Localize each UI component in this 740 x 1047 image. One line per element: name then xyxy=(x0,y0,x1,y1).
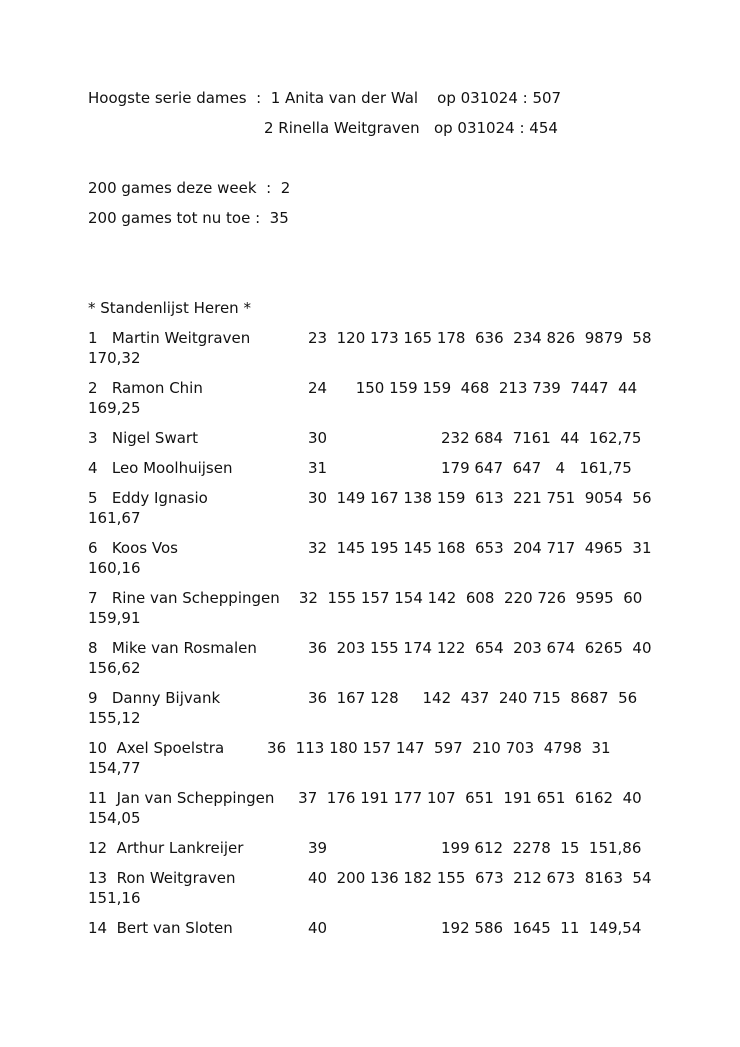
row-scores: 36 167 128 142 437 240 715 8687 56 xyxy=(308,689,638,707)
row-average: 155,12 xyxy=(88,709,141,727)
row-name: 1 Martin Weitgraven xyxy=(88,329,251,347)
row-name: 8 Mike van Rosmalen xyxy=(88,639,257,657)
row-average: 151,16 xyxy=(88,889,141,907)
ladies-high-series-line-2: 2 Rinella Weitgraven op 031024 : 454 xyxy=(264,119,558,137)
row-average: 161,67 xyxy=(88,509,141,527)
row-scores: 36 203 155 174 122 654 203 674 6265 40 xyxy=(308,639,652,657)
row-totals: 232 684 7161 44 162,75 xyxy=(441,429,642,447)
games-200-this-week: 200 games deze week : 2 xyxy=(88,179,291,197)
row-games: 30 xyxy=(308,429,328,447)
games-200-total: 200 games tot nu toe : 35 xyxy=(88,209,289,227)
row-average: 154,77 xyxy=(88,759,141,777)
row-name: 6 Koos Vos xyxy=(88,539,178,557)
row-name: 2 Ramon Chin xyxy=(88,379,203,397)
row-name: 5 Eddy Ignasio xyxy=(88,489,208,507)
row-name: 4 Leo Moolhuijsen xyxy=(88,459,233,477)
row-games: 31 xyxy=(308,459,328,477)
row-scores: 32 145 195 145 168 653 204 717 4965 31 xyxy=(308,539,652,557)
row-average: 160,16 xyxy=(88,559,141,577)
row-name: 14 Bert van Sloten xyxy=(88,919,233,937)
row-scores: 30 149 167 138 159 613 221 751 9054 56 xyxy=(308,489,652,507)
row-totals: 179 647 647 4 161,75 xyxy=(441,459,632,477)
row-line: 11 Jan van Scheppingen 37 176 191 177 107 651 191 651 6162 40 xyxy=(88,789,642,807)
row-scores: 40 200 136 182 155 673 212 673 8163 54 xyxy=(308,869,652,887)
row-name: 9 Danny Bijvank xyxy=(88,689,221,707)
row-totals: 199 612 2278 15 151,86 xyxy=(441,839,642,857)
row-games: 40 xyxy=(308,919,328,937)
standings-title: * Standenlijst Heren * xyxy=(88,299,251,317)
row-line: 7 Rine van Scheppingen 32 155 157 154 142 608 220 726 9595 60 xyxy=(88,589,643,607)
row-name: 3 Nigel Swart xyxy=(88,429,198,447)
row-name: 12 Arthur Lankreijer xyxy=(88,839,244,857)
row-name: 13 Ron Weitgraven xyxy=(88,869,236,887)
row-games: 39 xyxy=(308,839,328,857)
row-average: 154,05 xyxy=(88,809,141,827)
row-average: 156,62 xyxy=(88,659,141,677)
row-average: 159,91 xyxy=(88,609,141,627)
row-line: 10 Axel Spoelstra 36 113 180 157 147 597 210 703 4798 31 xyxy=(88,739,611,757)
row-average: 170,32 xyxy=(88,349,141,367)
row-totals: 192 586 1645 11 149,54 xyxy=(441,919,642,937)
row-average: 169,25 xyxy=(88,399,141,417)
ladies-high-series-line-1: Hoogste serie dames : 1 Anita van der Wal op 031024 : 507 xyxy=(88,89,562,107)
row-scores: 24 150 159 159 468 213 739 7447 44 xyxy=(308,379,638,397)
row-scores: 23 120 173 165 178 636 234 826 9879 58 xyxy=(308,329,652,347)
